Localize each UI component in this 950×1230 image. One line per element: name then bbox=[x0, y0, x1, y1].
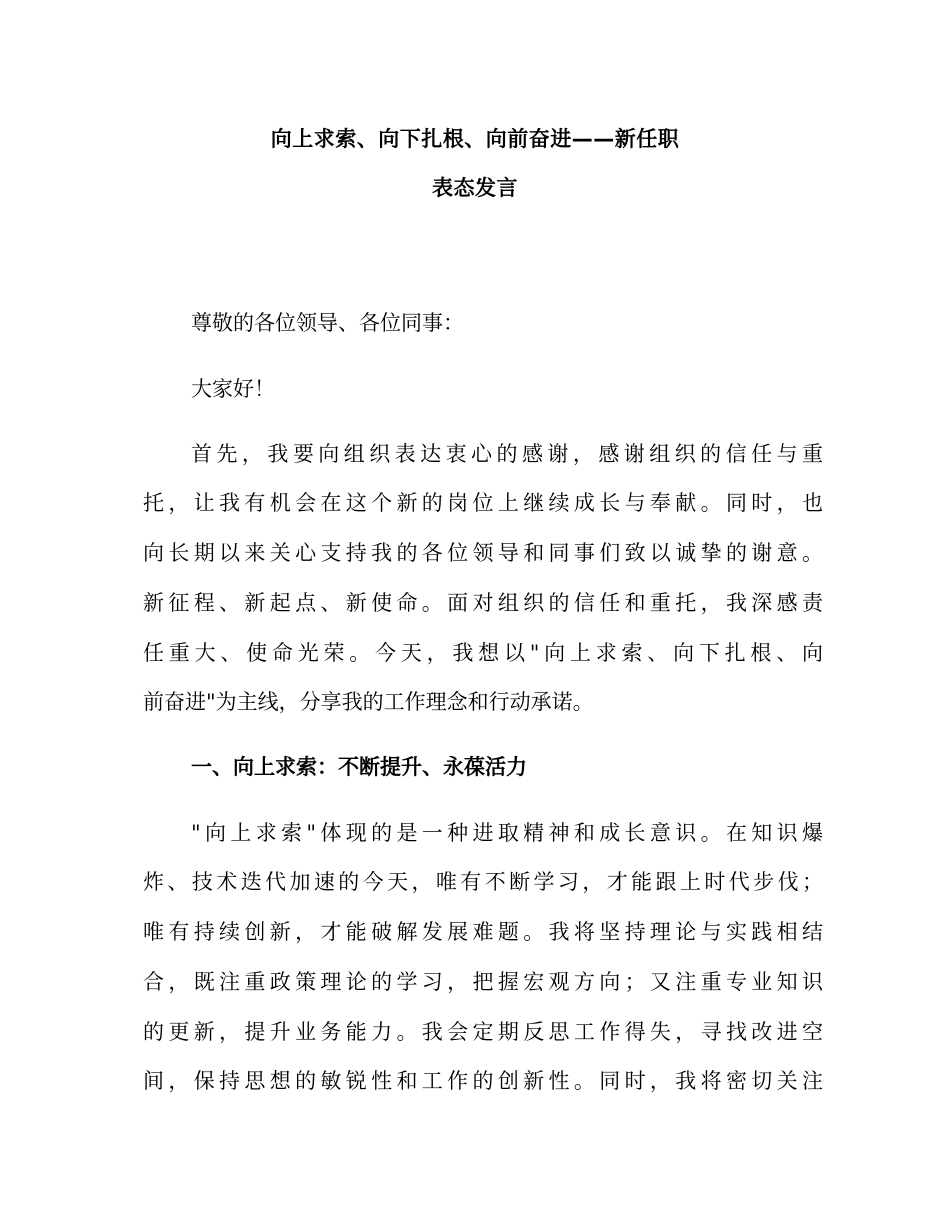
paragraph-1-line: 向长期以来关心支持我的各位领导和同事们致以诚挚的谢意。 bbox=[143, 541, 823, 565]
paragraph-1-line: 前奋进"为主线，分享我的工作理念和行动承诺。 bbox=[143, 690, 594, 714]
paragraph-2-line: 炸、技术迭代加速的今天，唯有不断学习，才能跟上时代步伐； bbox=[143, 870, 823, 894]
paragraph-1-line: 托，让我有机会在这个新的岗位上继续成长与奉献。同时，也 bbox=[143, 491, 823, 515]
greeting: 大家好！ bbox=[191, 377, 275, 401]
document-title-line-1: 向上求索、向下扎根、向前奋进——新任职 bbox=[270, 127, 680, 151]
paragraph-2-line: 间，保持思想的敏锐性和工作的创新性。同时，我将密切关注 bbox=[143, 1069, 823, 1093]
paragraph-1-line: 首先，我要向组织表达衷心的感谢，感谢组织的信任与重 bbox=[191, 442, 823, 466]
paragraph-2-line: 唯有持续创新，才能破解发展难题。我将坚持理论与实践相结 bbox=[143, 920, 823, 944]
paragraph-2-line: "向上求索"体现的是一种进取精神和成长意识。在知识爆 bbox=[191, 821, 823, 845]
paragraph-1-line: 任重大、使命光荣。今天，我想以"向上求索、向下扎根、向 bbox=[143, 641, 823, 665]
paragraph-2-line: 的更新，提升业务能力。我会定期反思工作得失，寻找改进空 bbox=[143, 1020, 823, 1044]
section-1-heading: 一、向上求索：不断提升、永葆活力 bbox=[191, 755, 527, 779]
document-title-line-2: 表态发言 bbox=[432, 176, 518, 200]
paragraph-2-line: 合，既注重政策理论的学习，把握宏观方向；又注重专业知识 bbox=[143, 970, 823, 994]
paragraph-1-line: 新征程、新起点、新使命。面对组织的信任和重托，我深感责 bbox=[143, 591, 823, 615]
salutation: 尊敬的各位领导、各位同事： bbox=[191, 311, 464, 335]
